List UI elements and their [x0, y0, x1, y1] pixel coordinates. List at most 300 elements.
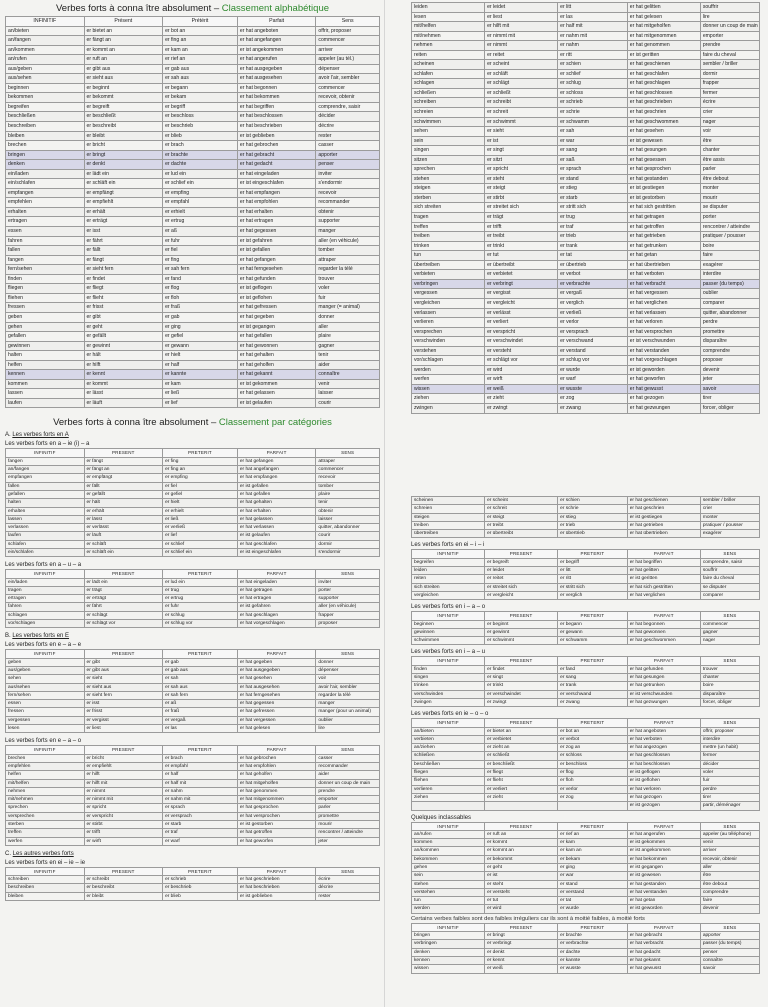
cell-infinitive: versprechen	[6, 812, 85, 820]
cell-present: er versteht	[485, 888, 558, 896]
cell-preterite: er bekam	[163, 93, 238, 103]
table-row	[412, 365, 760, 375]
cell-present: er sieht	[485, 127, 558, 137]
cell-present: er schließt	[485, 752, 558, 760]
table-row	[412, 69, 760, 79]
cell-present: er lädt ein	[84, 578, 163, 586]
cell-meaning: aller (en véhicule)	[316, 236, 380, 246]
cell-present: er beschreibt	[84, 884, 163, 892]
cell-perfect: er hat gegessen	[237, 227, 316, 237]
cell-present: er hilft	[84, 771, 163, 779]
cell-preterite: er sprach	[558, 165, 628, 175]
cell-present: er bringt	[84, 150, 163, 160]
cell-present: er kommt	[485, 839, 558, 847]
cell-present: er trägt	[84, 586, 163, 594]
cell-infinitive: empfangen	[6, 188, 85, 198]
cell-preterite: er schwamm	[558, 117, 628, 127]
cell-perfect: er hat gesprochen	[237, 804, 316, 812]
column-header-perfect: PARFAIT	[237, 449, 316, 457]
cell-infinitive: kommen	[412, 839, 485, 847]
column-header-present: PRESENT	[84, 570, 163, 578]
cell-meaning: offrir, proposer	[316, 26, 380, 36]
cell-preterite: er empfahl	[163, 762, 238, 770]
cell-infinitive: halten	[6, 499, 85, 507]
cell-perfect: er hat gehalten	[237, 499, 316, 507]
cell-meaning: regarder la télé	[316, 265, 380, 275]
cell-perfect: er hat gesehen	[627, 127, 700, 137]
table-row	[412, 932, 760, 940]
cell-present: er vergisst	[485, 289, 558, 299]
cell-meaning: tirer	[700, 394, 759, 404]
cell-infinitive: trinken	[412, 682, 485, 690]
cell-perfect: er hat mitgenommen	[627, 31, 700, 41]
cell-infinitive: tragen	[412, 213, 485, 223]
cell-meaning: emporter	[700, 31, 759, 41]
cell-present: er schläft ein	[84, 179, 163, 189]
table-row	[6, 821, 380, 829]
cell-perfect: er ist angekommen	[627, 847, 700, 855]
cell-meaning: mettre (un habit)	[700, 744, 759, 752]
cell-present: er kennt	[485, 956, 558, 964]
cell-meaning: nager	[700, 637, 759, 645]
cell-preterite: er verlor	[558, 785, 628, 793]
cell-meaning: manger (= animal)	[316, 303, 380, 313]
cell-infinitive: gewinnen	[412, 628, 485, 636]
cell-infinitive: schließen	[412, 752, 485, 760]
cell-infinitive: fallen	[6, 246, 85, 256]
cell-present: er treibt	[485, 521, 558, 529]
cell-meaning: attraper	[316, 457, 380, 465]
table-row	[412, 497, 760, 505]
table-row	[6, 312, 380, 322]
cell-infinitive: beschließen	[6, 112, 85, 122]
cell-preterite: er schien	[558, 60, 628, 70]
cell-perfect: er hat angefangen	[237, 466, 316, 474]
column-header-meaning: SENS	[700, 657, 759, 665]
cell-preterite: er schwamm	[558, 637, 628, 645]
cell-meaning: devenir	[700, 365, 759, 375]
cell-present: er verlässt	[84, 524, 163, 532]
table-row	[6, 341, 380, 351]
column-header-perfect: PARFAIT	[627, 719, 700, 727]
cell-preterite: er bekam	[558, 855, 628, 863]
cell-infinitive: bekommen	[412, 855, 485, 863]
cell-preterite: er empfing	[163, 188, 238, 198]
table-row	[6, 389, 380, 399]
cell-meaning: aller	[700, 863, 759, 871]
cell-infinitive: gefallen	[6, 490, 85, 498]
table-row	[6, 131, 380, 141]
cell-meaning: promettre	[700, 327, 759, 337]
table-header-row	[412, 657, 760, 665]
cell-infinitive: singen	[412, 674, 485, 682]
table-row	[6, 303, 380, 313]
cell-preterite: er fing	[163, 457, 238, 465]
cell-present: er sieht fern	[84, 691, 163, 699]
cell-preterite: er zwang	[558, 403, 628, 413]
cell-meaning: interdire	[700, 735, 759, 743]
table-row	[6, 611, 380, 619]
column-header-infinitive: INFINITIF	[6, 570, 85, 578]
cell-preterite: er las	[558, 12, 628, 22]
cell-infinitive: schlagen	[6, 611, 85, 619]
cell-infinitive: aus/geben	[6, 64, 85, 74]
cell-preterite: er gewann	[163, 341, 238, 351]
cell-infinitive: empfehlen	[6, 198, 85, 208]
cell-infinitive: sprechen	[6, 804, 85, 812]
cell-perfect: er ist geblieben	[237, 892, 316, 900]
table-row	[412, 665, 760, 673]
column-header-perfect: PARFAIT	[237, 570, 316, 578]
cell-preterite: er fuhr	[163, 603, 238, 611]
cell-perfect: er hat bekommen	[237, 93, 316, 103]
cell-preterite: er sang	[558, 674, 628, 682]
cell-preterite: er schloss	[558, 88, 628, 98]
table-row	[412, 567, 760, 575]
cell-preterite: er rief an	[163, 55, 238, 65]
cell-present: er bietet an	[485, 727, 558, 735]
cell-meaning: recevoir	[316, 188, 380, 198]
table-row	[412, 279, 760, 289]
cell-present: er singt	[485, 674, 558, 682]
cell-perfect: er hat begriffen	[627, 558, 700, 566]
cell-meaning: se disputer	[700, 583, 759, 591]
cell-preterite: er war	[558, 136, 628, 146]
column-header-present: PRESENT	[485, 822, 558, 830]
cell-perfect: er hat geworfen	[627, 375, 700, 385]
cell-present: er beschreibt	[84, 122, 163, 132]
column-header-meaning: SENS	[700, 822, 759, 830]
cell-present: er kommt an	[485, 847, 558, 855]
cell-meaning: décider	[700, 760, 759, 768]
cell-infinitive: bringen	[412, 932, 485, 940]
cell-meaning: venir	[316, 379, 380, 389]
cell-perfect: er hat beschlossen	[627, 760, 700, 768]
table-row	[6, 64, 380, 74]
cell-preterite: er erhielt	[163, 507, 238, 515]
cell-present: er bekommt	[84, 93, 163, 103]
table-row	[412, 674, 760, 682]
table-row	[412, 193, 760, 203]
cell-present: er fliegt	[485, 769, 558, 777]
cell-meaning: recevoir, obtenir	[316, 93, 380, 103]
cell-meaning: comprendre, saisir	[700, 558, 759, 566]
cell-preterite: er wusste	[558, 384, 628, 394]
cell-meaning: dormir	[700, 69, 759, 79]
cell-present: er schreibt	[84, 876, 163, 884]
table-row	[6, 466, 380, 474]
cell-perfect: er hat gefallen	[237, 332, 316, 342]
table-row	[6, 754, 380, 762]
column-header-infinitive: INFINITIF	[412, 550, 485, 558]
cell-meaning: fuir	[316, 293, 380, 303]
cell-infinitive: mit/helfen	[6, 779, 85, 787]
cell-infinitive: versprechen	[412, 327, 485, 337]
cell-infinitive: fressen	[6, 708, 85, 716]
cell-meaning: disparaître	[700, 337, 759, 347]
cell-infinitive: verlieren	[412, 785, 485, 793]
cell-infinitive: vergleichen	[412, 298, 485, 308]
cell-preterite: er übertrieb	[558, 530, 628, 538]
cell-meaning: disparaître	[700, 690, 759, 698]
cell-infinitive: verschwinden	[412, 690, 485, 698]
table-row	[412, 769, 760, 777]
cell-preterite: er aß	[163, 227, 238, 237]
category-i-a-o-table	[411, 611, 760, 645]
section-b1-heading: Les verbes forts en e – a – e	[5, 642, 82, 649]
cell-meaning: trouver	[316, 274, 380, 284]
cell-perfect: er hat gewusst	[627, 965, 700, 973]
cell-meaning: voir	[700, 127, 759, 137]
cell-preterite: er kam an	[163, 45, 238, 55]
cell-present: er scheint	[485, 60, 558, 70]
cell-preterite: er zog	[558, 793, 628, 801]
cell-meaning: aller (en véhicule)	[316, 603, 380, 611]
cell-perfect: er hat verloren	[627, 785, 700, 793]
cell-infinitive: fangen	[6, 457, 85, 465]
cell-infinitive: treiben	[412, 232, 485, 242]
cell-present: er begreift	[485, 558, 558, 566]
cell-infinitive: beginnen	[412, 620, 485, 628]
cell-meaning: rester	[316, 892, 380, 900]
cell-present: er verliert	[485, 785, 558, 793]
cell-present: er lässt	[84, 389, 163, 399]
table-row	[6, 595, 380, 603]
cell-perfect: er hat ausgesehen	[237, 683, 316, 691]
cell-infinitive: verstehen	[412, 346, 485, 356]
cell-present: er frisst	[84, 303, 163, 313]
table-row	[412, 184, 760, 194]
cell-preterite: er verbot	[558, 270, 628, 280]
column-header-present: PRESENT	[84, 449, 163, 457]
table-row	[412, 744, 760, 752]
cell-meaning: tenir	[316, 351, 380, 361]
column-header-present: PRESENT	[485, 612, 558, 620]
cell-infinitive: an/fangen	[6, 466, 85, 474]
cell-meaning: mourir	[316, 821, 380, 829]
table-row	[6, 490, 380, 498]
table-row	[6, 708, 380, 716]
cell-meaning: courir	[316, 532, 380, 540]
cell-preterite: er stand	[558, 880, 628, 888]
table-row	[6, 379, 380, 389]
cell-present: er hält	[84, 499, 163, 507]
column-header-present: PRESENT	[84, 746, 163, 754]
cell-perfect: er hat beschrieben	[237, 884, 316, 892]
cell-present: er trinkt	[485, 682, 558, 690]
cell-meaning: crier	[700, 108, 759, 118]
table-row	[412, 222, 760, 232]
cell-perfect: er ist geworden	[627, 365, 700, 375]
cell-preterite: er fiel	[163, 482, 238, 490]
cell-preterite: er beschrieb	[163, 122, 238, 132]
cell-meaning: jeter	[316, 837, 380, 845]
table-row	[412, 12, 760, 22]
cell-infinitive: scheinen	[412, 497, 485, 505]
cell-preterite: er hielt	[163, 499, 238, 507]
cell-present: er leidet	[485, 3, 558, 13]
table-row	[412, 575, 760, 583]
cell-perfect: er ist gestorben	[627, 193, 700, 203]
cell-perfect: er hat gezogen	[627, 793, 700, 801]
cell-infinitive: brechen	[6, 754, 85, 762]
cell-perfect: er hat ausgegeben	[237, 666, 316, 674]
cell-preterite: er warf	[558, 375, 628, 385]
table-row	[412, 505, 760, 513]
cell-infinitive: vergleichen	[412, 591, 485, 599]
categories-title-highlight: Classement par catégories	[218, 417, 332, 429]
table-row	[412, 583, 760, 591]
cell-meaning: gagner	[700, 628, 759, 636]
cell-preterite: er sah	[163, 675, 238, 683]
cell-perfect: er ist geflohen	[237, 293, 316, 303]
cell-perfect: er ist gefallen	[237, 482, 316, 490]
cell-perfect: er hat getragen	[627, 213, 700, 223]
cell-present: er streitet sich	[485, 203, 558, 213]
table-row	[412, 165, 760, 175]
table-row	[6, 675, 380, 683]
cell-perfect: er ist gekommen	[627, 839, 700, 847]
cell-meaning: avoir l'air, sembler	[316, 683, 380, 691]
table-header-row	[412, 612, 760, 620]
table-row	[412, 22, 760, 32]
column-header-meaning: SENS	[316, 867, 380, 875]
cell-perfect: er hat gestanden	[627, 174, 700, 184]
section-inclassables-heading: Quelques inclassables	[411, 814, 472, 821]
cell-meaning: fermer	[700, 752, 759, 760]
cell-preterite: er ging	[163, 322, 238, 332]
cell-present: er schläft	[84, 540, 163, 548]
cell-perfect: er hat geschlossen	[627, 88, 700, 98]
cell-meaning: boire	[700, 682, 759, 690]
cell-meaning: pratiquer / pousser	[700, 521, 759, 529]
cell-present: er weiß	[485, 965, 558, 973]
cell-infinitive: singen	[412, 146, 485, 156]
cell-present: er erhält	[84, 507, 163, 515]
cell-infinitive: verbieten	[412, 735, 485, 743]
table-row	[412, 174, 760, 184]
cell-perfect: er hat getan	[627, 897, 700, 905]
cell-preterite: er zwang	[558, 698, 628, 706]
cell-perfect: er hat gedacht	[627, 948, 700, 956]
cell-meaning: arriver	[316, 45, 380, 55]
cell-present: er frisst	[84, 708, 163, 716]
column-header-present: PRESENT	[485, 719, 558, 727]
section-b-heading: B. Les verbes forts en E	[5, 633, 70, 640]
section-c1-heading: Les verbes forts en ei – ie – ie	[5, 859, 86, 866]
cell-perfect: er ist verschwunden	[627, 690, 700, 698]
cell-present: er schlägt	[485, 79, 558, 89]
cell-present: er kennt	[84, 370, 163, 380]
table-row	[412, 117, 760, 127]
cell-preterite: er übertrieb	[558, 260, 628, 270]
cell-present: er erträgt	[84, 217, 163, 227]
cell-meaning: jeter	[700, 375, 759, 385]
cell-perfect: er hat verlassen	[237, 524, 316, 532]
cell-preterite: er blieb	[163, 131, 238, 141]
cell-infinitive: steigen	[412, 513, 485, 521]
cell-infinitive: wissen	[412, 384, 485, 394]
cell-meaning: donner	[316, 658, 380, 666]
cell-present: er findet	[84, 274, 163, 284]
cell-meaning: boire	[700, 241, 759, 251]
cell-preterite: er lud ein	[163, 169, 238, 179]
table-row	[6, 93, 380, 103]
cell-perfect: er hat gesessen	[627, 155, 700, 165]
cell-perfect: er hat geholfen	[237, 360, 316, 370]
cell-perfect: er hat getroffen	[237, 829, 316, 837]
cell-perfect: er hat geschrien	[627, 505, 700, 513]
cell-present: er fängt an	[84, 36, 163, 46]
cell-present: er sieht fern	[84, 265, 163, 275]
column-header-preterite: PRETERIT	[558, 822, 628, 830]
table-row	[6, 246, 380, 256]
cell-infinitive: beschreiben	[6, 884, 85, 892]
cell-preterite: er litt	[558, 567, 628, 575]
cell-meaning: donner	[316, 312, 380, 322]
column-header-meaning: Sens	[316, 17, 380, 27]
cell-infinitive: wissen	[412, 965, 485, 973]
column-header-present: Présent	[84, 17, 163, 27]
table-row	[6, 620, 380, 628]
cell-infinitive: ein/schlafen	[6, 548, 85, 556]
cell-present: er trifft	[485, 222, 558, 232]
table-row	[6, 658, 380, 666]
cell-meaning: dépenser	[316, 666, 380, 674]
cell-meaning: fermer	[700, 88, 759, 98]
cell-infinitive: finden	[6, 274, 85, 284]
table-row	[412, 521, 760, 529]
cell-preterite: er tat	[558, 897, 628, 905]
table-row	[412, 375, 760, 385]
cell-preterite: er schlief	[558, 69, 628, 79]
cell-perfect: er hat gesprochen	[627, 165, 700, 175]
cell-meaning: quitter, abandonner	[316, 524, 380, 532]
cell-perfect: er hat gestanden	[627, 880, 700, 888]
cell-perfect: er hat geschienen	[627, 497, 700, 505]
cell-meaning: laisser	[316, 389, 380, 399]
cell-perfect: er hat geworfen	[237, 837, 316, 845]
cell-perfect: er hat ertragen	[237, 595, 316, 603]
cell-present: er beschließt	[84, 112, 163, 122]
cell-preterite: er verschwand	[558, 690, 628, 698]
cell-infinitive: nehmen	[6, 787, 85, 795]
cell-meaning: proposer	[700, 356, 759, 366]
cell-meaning: voler	[316, 284, 380, 294]
table-row	[6, 188, 380, 198]
alphabetical-verb-table	[5, 16, 380, 408]
table-row	[412, 260, 760, 270]
cell-present: er läuft	[84, 398, 163, 408]
cell-preterite: er begann	[163, 83, 238, 93]
cell-present: er findet	[485, 665, 558, 673]
cell-meaning: lire	[700, 12, 759, 22]
cell-present: er stirbt	[84, 821, 163, 829]
cell-meaning: donner un coup de main	[700, 22, 759, 32]
cell-infinitive: gefallen	[6, 332, 85, 342]
cell-meaning: commencer	[316, 83, 380, 93]
cell-present: er nimmt	[485, 41, 558, 51]
cell-present: er verbringt	[485, 940, 558, 948]
cell-meaning: fuir	[700, 777, 759, 785]
cell-preterite: er fing	[163, 255, 238, 265]
cell-present: er trinkt	[485, 241, 558, 251]
table-row	[6, 169, 380, 179]
cell-infinitive: laufen	[6, 398, 85, 408]
column-header-perfect: PARFAIT	[627, 822, 700, 830]
table-header-row	[412, 822, 760, 830]
cell-perfect: er hat vorgeschlagen	[237, 620, 316, 628]
